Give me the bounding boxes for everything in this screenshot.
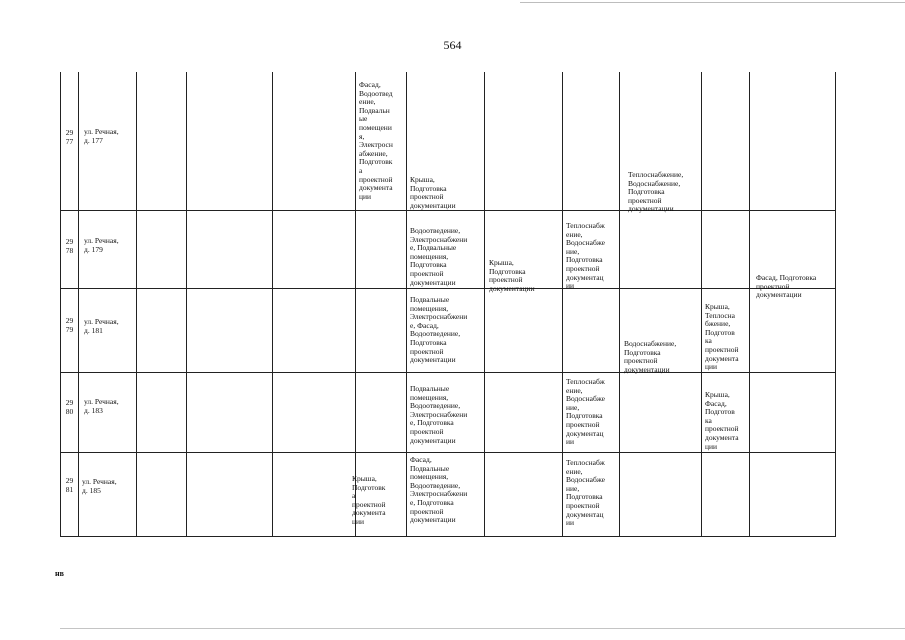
table-hline	[60, 536, 835, 537]
table-vline	[272, 72, 273, 537]
row-number: 29 79	[65, 316, 74, 334]
table-vline	[619, 72, 620, 537]
row-number: 29 80	[65, 398, 74, 416]
table-vline	[701, 72, 702, 537]
row-address: ул. Речная, д. 177	[84, 127, 119, 145]
page-number: 564	[443, 38, 462, 52]
work-cell: Водоотведение, Электроснабжени е, Подвальные помещения, Подготовка проектной документации	[410, 226, 468, 287]
table-vline	[355, 72, 356, 537]
footer-mark: нв	[55, 569, 64, 578]
work-cell: Фасад, Подвальные помещения, Водоотведение, Электроснабжени е, Подготовка проектной документации	[410, 455, 468, 525]
work-cell: Фасад, Подготовка проектной документации	[756, 273, 817, 300]
table-hline	[60, 372, 835, 373]
table-vline	[136, 72, 137, 537]
work-cell: Подвальные помещения, Электроснабжени е, Фасад, Водоотведение, Подготовка проектной документации	[410, 295, 468, 365]
table-vline	[406, 72, 407, 537]
table-vline	[186, 72, 187, 537]
work-cell: Подвальные помещения, Водоотведение, Электроснабжени е, Подготовка проектной документации	[410, 384, 468, 445]
work-cell: Крыша, Подготовк а проектной документа ции	[352, 474, 386, 526]
table-vline	[835, 72, 836, 537]
work-cell: Водоснабжение, Подготовка проектной документации	[624, 339, 677, 374]
work-cell: Теплоснабж ение, Водоснабже ние, Подготовка проектной документац ии	[566, 377, 606, 447]
work-cell: Теплоснабжение, Водоснабжение, Подготовка проектной документации	[628, 170, 684, 214]
table-vline	[562, 72, 563, 537]
table-vline	[484, 72, 485, 537]
work-cell: Теплоснабж ение, Водоснабже ние, Подготовка проектной документац ии	[566, 221, 606, 291]
work-cell: Крыша, Подготовка проектной документации	[489, 258, 535, 293]
row-address: ул. Речная, д. 185	[82, 477, 117, 495]
work-cell: Фасад, Водоотвед ение, Подвальн ые помещени я, Электросн абжение, Подготовк а проектной документа ции	[359, 80, 393, 201]
row-number: 29 81	[65, 476, 74, 494]
work-cell: Крыша, Подготовка проектной документации	[410, 175, 456, 210]
row-address: ул. Речная, д. 179	[84, 236, 119, 254]
row-address: ул. Речная, д. 183	[84, 397, 119, 415]
table-hline	[60, 288, 835, 289]
table-hline	[60, 452, 835, 453]
row-number: 29 78	[65, 237, 74, 255]
row-number: 29 77	[65, 128, 74, 146]
work-cell: Крыша, Теплосна бжение, Подготов ка проектной документа ции	[705, 302, 739, 372]
table-vline	[78, 72, 79, 537]
table-vline	[749, 72, 750, 537]
work-cell: Теплоснабж ение, Водоснабже ние, Подготовка проектной документац ии	[566, 458, 606, 528]
work-cell: Крыша, Фасад, Подготов ка проектной документа ции	[705, 390, 739, 451]
row-address: ул. Речная, д. 181	[84, 317, 119, 335]
